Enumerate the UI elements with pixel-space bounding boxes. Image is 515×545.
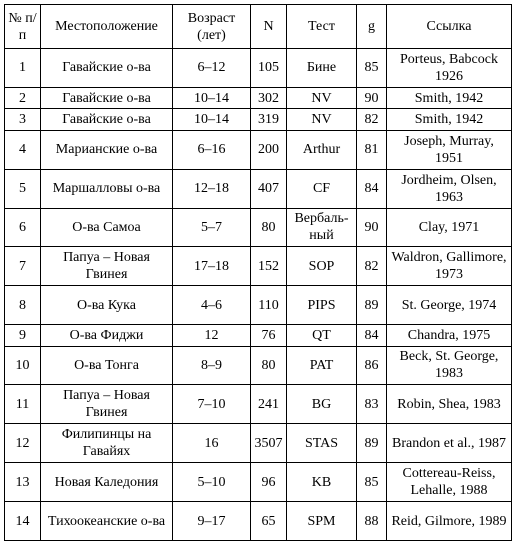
cell-n: 96 xyxy=(251,463,287,502)
cell-location: О-ва Самоа xyxy=(41,208,173,247)
cell-test: PIPS xyxy=(287,286,357,325)
cell-age: 16 xyxy=(173,424,251,463)
cell-age: 6–12 xyxy=(173,49,251,88)
cell-g: 84 xyxy=(357,169,387,208)
cell-n: 65 xyxy=(251,502,287,541)
cell-g: 82 xyxy=(357,247,387,286)
cell-test: BG xyxy=(287,385,357,424)
cell-location: Гавайские о-ва xyxy=(41,87,173,108)
cell-test: SPM xyxy=(287,502,357,541)
header-g: g xyxy=(357,5,387,49)
cell-test: Бине xyxy=(287,49,357,88)
cell-n: 3507 xyxy=(251,424,287,463)
cell-location: Папуа – Новая Гвинея xyxy=(41,247,173,286)
table-row xyxy=(5,49,512,88)
cell-number: 3 xyxy=(5,109,41,130)
cell-n: 241 xyxy=(251,385,287,424)
header-n: N xyxy=(251,5,287,49)
cell-location: Марианские о-ва xyxy=(41,130,173,169)
cell-n: 76 xyxy=(251,325,287,346)
cell-g: 89 xyxy=(357,424,387,463)
table-row xyxy=(5,169,512,208)
cell-number: 2 xyxy=(5,87,41,108)
cell-n: 110 xyxy=(251,286,287,325)
cell-reference: St. George, 1974 xyxy=(387,286,512,325)
cell-number: 11 xyxy=(5,385,41,424)
cell-n: 80 xyxy=(251,208,287,247)
cell-g: 81 xyxy=(357,130,387,169)
cell-g: 86 xyxy=(357,346,387,385)
cell-g: 84 xyxy=(357,325,387,346)
cell-age: 7–10 xyxy=(173,385,251,424)
table-row xyxy=(5,208,512,247)
cell-test: PAT xyxy=(287,346,357,385)
cell-number: 5 xyxy=(5,169,41,208)
cell-g: 89 xyxy=(357,286,387,325)
cell-number: 1 xyxy=(5,49,41,88)
cell-n: 105 xyxy=(251,49,287,88)
cell-reference: Robin, Shea, 1983 xyxy=(387,385,512,424)
cell-age: 4–6 xyxy=(173,286,251,325)
cell-test: QT xyxy=(287,325,357,346)
cell-number: 4 xyxy=(5,130,41,169)
cell-reference: Cottereau-Reiss, Lehalle, 1988 xyxy=(387,463,512,502)
cell-g: 85 xyxy=(357,49,387,88)
cell-number: 9 xyxy=(5,325,41,346)
cell-location: Гавайские о-ва xyxy=(41,109,173,130)
cell-reference: Smith, 1942 xyxy=(387,87,512,108)
cell-location: Тихоокеанские о-ва xyxy=(41,502,173,541)
cell-reference: Clay, 1971 xyxy=(387,208,512,247)
header-number: № п/п xyxy=(5,5,41,49)
cell-test: NV xyxy=(287,87,357,108)
cell-n: 80 xyxy=(251,346,287,385)
cell-reference: Brandon et al., 1987 xyxy=(387,424,512,463)
cell-age: 8–9 xyxy=(173,346,251,385)
table-row xyxy=(5,109,512,130)
cell-location: Филипинцы на Гавайях xyxy=(41,424,173,463)
header-location: Местоположение xyxy=(41,5,173,49)
cell-age: 10–14 xyxy=(173,87,251,108)
cell-number: 8 xyxy=(5,286,41,325)
table-row xyxy=(5,502,512,541)
header-test: Тест xyxy=(287,5,357,49)
table-row xyxy=(5,325,512,346)
cell-n: 152 xyxy=(251,247,287,286)
table-row xyxy=(5,130,512,169)
cell-location: Маршалловы о-ва xyxy=(41,169,173,208)
cell-number: 10 xyxy=(5,346,41,385)
cell-reference: Jordheim, Olsen, 1963 xyxy=(387,169,512,208)
cell-reference: Beck, St. George, 1983 xyxy=(387,346,512,385)
cell-test: STAS xyxy=(287,424,357,463)
cell-age: 6–16 xyxy=(173,130,251,169)
table-row xyxy=(5,463,512,502)
cell-n: 302 xyxy=(251,87,287,108)
cell-test: Arthur xyxy=(287,130,357,169)
cell-reference: Chandra, 1975 xyxy=(387,325,512,346)
cell-location: О-ва Тонга xyxy=(41,346,173,385)
cell-age: 5–10 xyxy=(173,463,251,502)
cell-reference: Reid, Gilmore, 1989 xyxy=(387,502,512,541)
cell-number: 14 xyxy=(5,502,41,541)
cell-g: 90 xyxy=(357,208,387,247)
table-body xyxy=(5,49,512,541)
cell-n: 200 xyxy=(251,130,287,169)
cell-location: О-ва Кука xyxy=(41,286,173,325)
table-row xyxy=(5,424,512,463)
table-row xyxy=(5,286,512,325)
cell-test: Вербаль-ный xyxy=(287,208,357,247)
cell-test: KB xyxy=(287,463,357,502)
cell-g: 82 xyxy=(357,109,387,130)
results-table xyxy=(4,4,512,541)
cell-number: 6 xyxy=(5,208,41,247)
header-row xyxy=(5,5,512,49)
cell-g: 88 xyxy=(357,502,387,541)
cell-n: 407 xyxy=(251,169,287,208)
cell-test: SOP xyxy=(287,247,357,286)
cell-reference: Smith, 1942 xyxy=(387,109,512,130)
header-age: Возраст (лет) xyxy=(173,5,251,49)
cell-age: 12 xyxy=(173,325,251,346)
cell-number: 7 xyxy=(5,247,41,286)
table-row xyxy=(5,247,512,286)
header-reference: Ссылка xyxy=(387,5,512,49)
cell-age: 9–17 xyxy=(173,502,251,541)
cell-reference: Waldron, Gallimore, 1973 xyxy=(387,247,512,286)
table-row xyxy=(5,346,512,385)
cell-location: О-ва Фиджи xyxy=(41,325,173,346)
cell-location: Гавайские о-ва xyxy=(41,49,173,88)
cell-age: 12–18 xyxy=(173,169,251,208)
cell-location: Папуа – Новая Гвинея xyxy=(41,385,173,424)
cell-age: 10–14 xyxy=(173,109,251,130)
cell-g: 85 xyxy=(357,463,387,502)
cell-test: CF xyxy=(287,169,357,208)
cell-reference: Joseph, Murray, 1951 xyxy=(387,130,512,169)
cell-reference: Porteus, Babcock 1926 xyxy=(387,49,512,88)
cell-g: 83 xyxy=(357,385,387,424)
cell-test: NV xyxy=(287,109,357,130)
table-row xyxy=(5,385,512,424)
cell-location: Новая Каледония xyxy=(41,463,173,502)
cell-n: 319 xyxy=(251,109,287,130)
cell-age: 5–7 xyxy=(173,208,251,247)
cell-age: 17–18 xyxy=(173,247,251,286)
cell-number: 13 xyxy=(5,463,41,502)
cell-number: 12 xyxy=(5,424,41,463)
table-row xyxy=(5,87,512,108)
cell-g: 90 xyxy=(357,87,387,108)
